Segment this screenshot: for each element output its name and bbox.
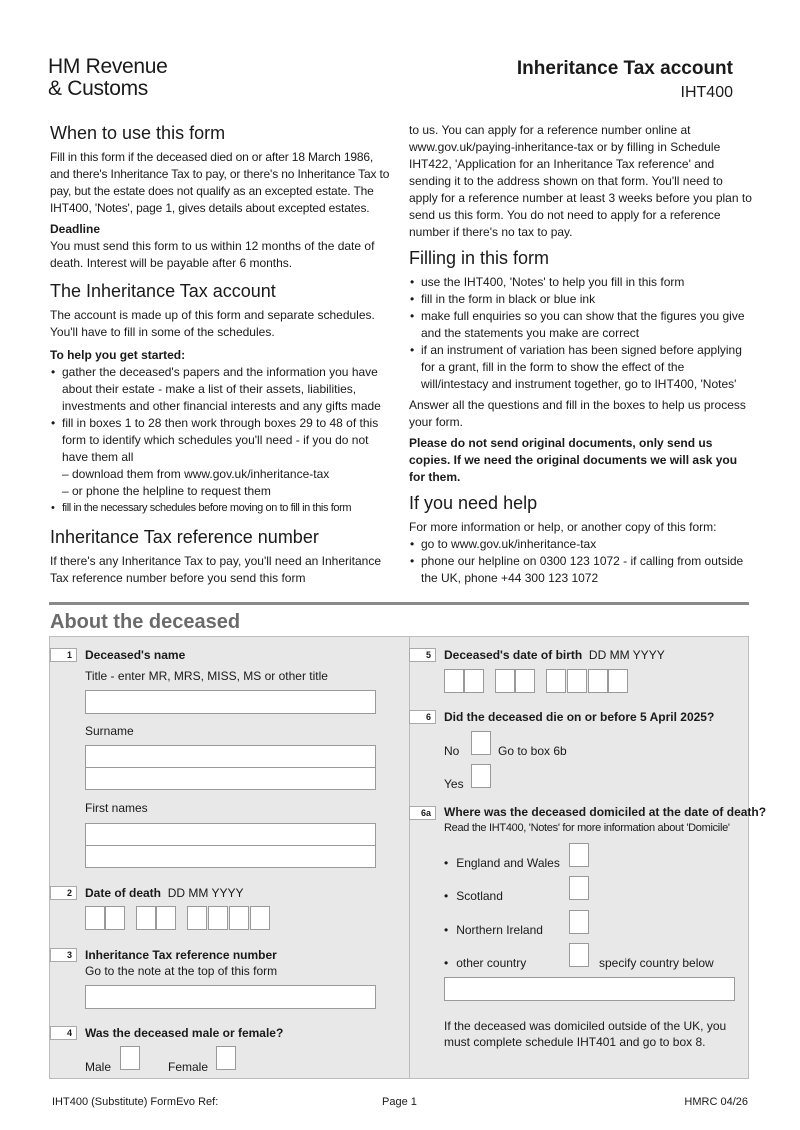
q6-label: Did the deceased die on or before 5 April 2025? xyxy=(444,710,715,724)
q1-title-hint: Title - enter MR, MRS, MISS, MS or other title xyxy=(85,669,328,683)
date-of-death-day-1[interactable] xyxy=(85,906,105,930)
q5-label-text: Deceased's date of birth xyxy=(444,648,583,662)
q6a-label: Where was the deceased domiciled at the date of death? xyxy=(444,805,767,819)
domicile-option-other: • other country xyxy=(444,956,526,970)
help-item: • fill in boxes 1 to 28 then work through boxes 29 to 48 of this form to identify which schedules you'll need - if you do not have them all xyxy=(50,415,392,466)
no-label: No xyxy=(444,744,460,758)
birth-year-4[interactable] xyxy=(608,669,628,693)
q5-label xyxy=(444,648,665,662)
logo-line-1: HM Revenue xyxy=(48,55,168,78)
date-of-death-month-2[interactable] xyxy=(156,906,176,930)
domicile-option-scotland: • Scotland xyxy=(444,889,503,903)
need-help-list xyxy=(409,536,754,587)
panel-divider xyxy=(409,636,410,1079)
help-sub-item: – or phone the helpline to request them xyxy=(62,484,271,498)
domicile-note: If the deceased was domiciled outside of the UK, you must complete schedule IHT401 and go to box 8. xyxy=(444,1019,727,1049)
need-help-item: • go to www.gov.uk/inheritance-tax xyxy=(409,536,754,553)
first-names-field-line-1[interactable] xyxy=(85,823,376,846)
help-item: • fill in the necessary schedules before moving on to fill in this form xyxy=(50,500,392,517)
iht-reference-field[interactable] xyxy=(85,985,376,1009)
date-of-death-month-1[interactable] xyxy=(136,906,156,930)
female-checkbox[interactable] xyxy=(216,1046,236,1070)
date-of-death-day-2[interactable] xyxy=(105,906,125,930)
yes-checkbox[interactable] xyxy=(471,764,491,788)
form-title: Inheritance Tax account xyxy=(516,58,733,79)
birth-year-1[interactable] xyxy=(546,669,566,693)
help-heading: To help you get started: xyxy=(50,348,186,362)
q4-label: Was the deceased male or female? xyxy=(85,1026,284,1040)
deadline-heading: Deadline xyxy=(50,222,101,236)
female-label: Female xyxy=(168,1060,209,1074)
section-title: About the deceased xyxy=(50,611,241,633)
right-column xyxy=(409,122,754,587)
first-names-field-line-2[interactable] xyxy=(85,845,376,868)
other-country-hint: specify country below xyxy=(599,956,714,970)
no-checkbox[interactable] xyxy=(471,731,491,755)
help-item: • gather the deceased's papers and the information you have about their estate - make a list of their assets, liabilities, investments and other financial interests and any gifts made xyxy=(50,364,392,415)
q2-label xyxy=(85,886,243,900)
when-heading: When to use this form xyxy=(50,123,226,143)
ref-text: If there's any Inheritance Tax to pay, you'll need an Inheritance Tax reference number before you send this form xyxy=(50,554,382,585)
box-number: 6 xyxy=(409,710,436,724)
q2-label-text: Date of death xyxy=(85,886,162,900)
date-of-death-year-1[interactable] xyxy=(187,906,207,930)
when-text: Fill in this form if the deceased died on or after 18 March 1986, and there's Inheritance Tax to pay, or there's no Inheritance Tax to pay, but the estate does not qualify as an excepted estate. The IHT400, 'Notes', page 1, gives details about excepted estates. xyxy=(50,150,390,215)
q1-label: Deceased's name xyxy=(85,648,186,662)
left-column xyxy=(50,122,392,591)
scotland-checkbox[interactable] xyxy=(569,876,589,900)
birth-year-3[interactable] xyxy=(588,669,608,693)
date-of-death-year-4[interactable] xyxy=(250,906,270,930)
box-number: 1 xyxy=(50,648,77,662)
help-list xyxy=(50,364,392,517)
male-label: Male xyxy=(85,1060,112,1074)
date-format-hint: DD MM YYYY xyxy=(167,886,244,900)
date-of-death-year-2[interactable] xyxy=(208,906,228,930)
surname-label: Surname xyxy=(85,724,134,738)
footer-version: HMRC 04/26 xyxy=(684,1096,748,1108)
yes-label: Yes xyxy=(444,777,464,791)
box-number: 6a xyxy=(409,806,436,820)
domicile-option-northern-ireland: • Northern Ireland xyxy=(444,923,543,937)
account-text: The account is made up of this form and separate schedules. You'll have to fill in some of the schedules. xyxy=(50,308,375,339)
birth-month-1[interactable] xyxy=(495,669,515,693)
other-country-checkbox[interactable] xyxy=(569,943,589,967)
need-help-item: • phone our helpline on 0300 123 1072 - if calling from outside the UK, phone +44 300 123 1072 xyxy=(409,553,754,587)
domicile-option-england-wales: • England and Wales xyxy=(444,856,560,870)
q6a-hint: Read the IHT400, 'Notes' for more information about 'Domicile' xyxy=(444,822,730,834)
date-format-hint: DD MM YYYY xyxy=(588,648,665,662)
date-of-death-year-3[interactable] xyxy=(229,906,249,930)
deadline-text: You must send this form to us within 12 months of the date of death. Interest will be payable after 6 months. xyxy=(50,239,375,270)
footer-page-number: Page 1 xyxy=(382,1096,417,1108)
q3-hint: Go to the note at the top of this form xyxy=(85,964,278,978)
filling-item: • make full enquiries so you can show that the figures you give and the statements you make are correct xyxy=(409,308,754,342)
box-number: 4 xyxy=(50,1026,77,1040)
birth-year-2[interactable] xyxy=(567,669,587,693)
male-checkbox[interactable] xyxy=(120,1046,140,1070)
answer-text: Answer all the questions and fill in the boxes to help us process your form. xyxy=(409,398,746,429)
logo-line-2: & Customs xyxy=(48,77,148,100)
box-number: 5 xyxy=(409,648,436,662)
need-help-text: For more information or help, or another copy of this form: xyxy=(409,520,717,534)
need-help-heading: If you need help xyxy=(409,493,538,513)
first-names-label: First names xyxy=(85,801,148,815)
birth-day-2[interactable] xyxy=(464,669,484,693)
account-heading: The Inheritance Tax account xyxy=(50,281,276,301)
birth-month-2[interactable] xyxy=(515,669,535,693)
surname-field-line-2[interactable] xyxy=(85,767,376,790)
other-country-field[interactable] xyxy=(444,977,735,1001)
filling-item: • use the IHT400, 'Notes' to help you fill in this form xyxy=(409,274,754,291)
ref-text-continued: to us. You can apply for a reference number online at www.gov.uk/paying-inheritance-tax or by filling in Schedule IHT422, 'Application for an Inheritance Tax reference' and sending it to the address shown on that form. You'll need to apply for a reference number at least 3 weeks before you plan to send us this form. You do not need to apply for a reference number if there's no tax to pay. xyxy=(409,123,752,239)
help-sub-item: – download them from www.gov.uk/inheritance-tax xyxy=(62,467,330,481)
no-goto-text: Go to box 6b xyxy=(498,744,567,758)
section-rule xyxy=(49,602,749,605)
northern-ireland-checkbox[interactable] xyxy=(569,910,589,934)
filling-heading: Filling in this form xyxy=(409,248,550,268)
filling-list xyxy=(409,274,754,393)
box-number: 3 xyxy=(50,948,77,962)
birth-day-1[interactable] xyxy=(444,669,464,693)
q3-label: Inheritance Tax reference number xyxy=(85,948,277,962)
hmrc-logo xyxy=(48,56,168,100)
surname-field-line-1[interactable] xyxy=(85,745,376,768)
footer-form-ref: IHT400 (Substitute) FormEvo Ref: xyxy=(52,1096,219,1108)
ref-heading: Inheritance Tax reference number xyxy=(50,527,319,547)
title-field[interactable] xyxy=(85,690,376,714)
box-number: 2 xyxy=(50,886,77,900)
filling-item: • if an instrument of variation has been signed before applying for a grant, fill in the form to show the effect of the will/intestacy and instrument together, go to IHT400, 'Notes' xyxy=(409,342,754,393)
form-code: IHT400 xyxy=(680,84,733,101)
filling-item: • fill in the form in black or blue ink xyxy=(409,291,754,308)
england-wales-checkbox[interactable] xyxy=(569,843,589,867)
copies-text: Please do not send original documents, only send us copies. If we need the original documents we will ask you for them. xyxy=(409,436,738,484)
